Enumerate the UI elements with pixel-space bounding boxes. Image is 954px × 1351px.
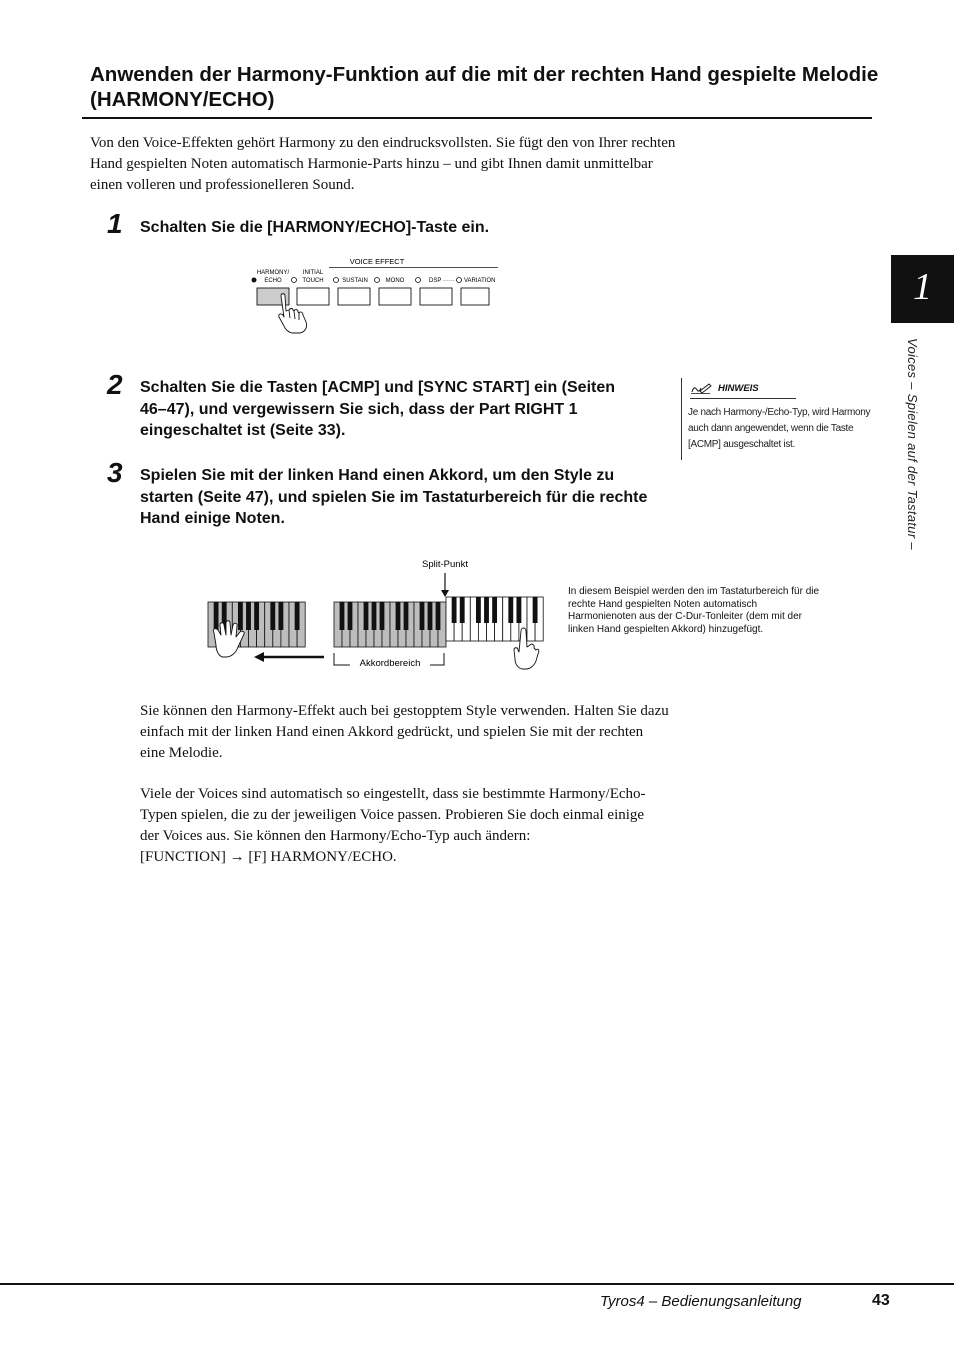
keyboard-split-diagram — [200, 555, 550, 673]
black-key — [214, 602, 219, 630]
function-path: [FUNCTION] → [F] HARMONY/ECHO. — [140, 849, 397, 865]
variation-button[interactable] — [461, 288, 489, 305]
black-key — [428, 602, 433, 630]
black-key — [295, 602, 300, 630]
black-key — [492, 597, 497, 623]
step-3-text: Spielen Sie mit der linken Hand einen Akkord, um den Style zu starten (Seite 47), und spielen Sie im Tastaturbereich für die rechte Hand einige Noten. — [140, 467, 648, 527]
black-key — [404, 602, 409, 630]
black-key — [452, 597, 457, 623]
footer-rule — [0, 1283, 954, 1285]
dsp-led — [416, 278, 421, 283]
black-key — [396, 602, 401, 630]
mono-led — [375, 278, 380, 283]
black-key — [476, 597, 481, 623]
harmony-echo-label-1: HARMONY/ — [256, 270, 290, 276]
mono-button[interactable] — [379, 288, 411, 305]
black-key — [270, 602, 275, 630]
note-text: Je nach Harmony-/Echo-Typ, wird Harmony auch dann angewendet, wenn die Taste [ACMP] ausgeschaltet ist. — [688, 407, 871, 450]
keyboard-right-section — [446, 597, 543, 641]
title-rule — [82, 117, 872, 119]
paragraph-voice-presets-text: Viele der Voices sind automatisch so eingestellt, dass sie bestimmte Harmony/Echo-Typen spielen, die zu der jeweiligen Voice passen. Probieren Sie doch einmal einige der Voices aus. Sie können den Harmony/Echo-Typ auch ändern: — [140, 786, 646, 844]
sustain-label: SUSTAIN — [342, 278, 368, 284]
black-key — [460, 597, 465, 623]
black-key — [246, 602, 251, 630]
black-key — [380, 602, 385, 630]
step-2-text: Schalten Sie die Tasten [ACMP] und [SYNC START] ein (Seiten 46–47), und vergewissern Sie sich, dass der Part RIGHT 1 eingeschaltet ist (Seite 33). — [140, 379, 616, 439]
initial-touch-button[interactable] — [297, 288, 329, 305]
black-key — [364, 602, 369, 630]
black-key — [278, 602, 283, 630]
split-point-label: Split-Punkt — [422, 559, 468, 570]
chapter-tab — [891, 255, 954, 323]
footer-manual-title: Tyros4 – Bedienungsanleitung — [600, 1293, 802, 1310]
paragraph-stopped-style: Sie können den Harmony-Effekt auch bei gestopptem Style verwenden. Halten Sie dazu einfach mit der linken Hand einen Akkord gedrückt, und spielen Sie mit der rechten eine Melodie. — [140, 703, 669, 761]
section-title: Anwenden der Harmony-Funktion auf die mit der rechten Hand gespielte Melodie (HARMONY/ECHO) — [90, 63, 879, 111]
dsp-button[interactable] — [420, 288, 452, 305]
black-key — [372, 602, 377, 630]
intro-paragraph: Von den Voice-Effekten gehört Harmony zu den eindrucksvollsten. Sie fügt den von Ihrer rechten Hand gespielten Noten automatisch Harmonie-Parts hinzu – und gibt Ihnen damit unmittelbar einen volleren und professionelleren Sound. — [90, 135, 676, 193]
initial-touch-label-1: INITIAL — [302, 270, 324, 276]
black-key — [420, 602, 425, 630]
step-2-number: 2 — [107, 369, 123, 400]
sustain-led — [334, 278, 339, 283]
initial-touch-label-2: TOUCH — [302, 278, 324, 284]
pencil-note-icon — [690, 382, 712, 394]
black-key — [238, 602, 243, 630]
chapter-side-label: Voices – Spielen auf der Tastatur – — [905, 338, 920, 550]
harmony-echo-led — [252, 278, 257, 283]
keyboard-caption: In diesem Beispiel werden den im Tastaturbereich für die rechte Hand gespielten Noten automatisch Harmonienoten aus der C-Dur-Tonleiter (dem mit der linken Hand gespielten Akkord) hinzugefügt. — [568, 586, 820, 635]
variation-led — [457, 278, 462, 283]
variation-label: VARIATION — [464, 278, 496, 284]
black-key — [254, 602, 259, 630]
note-label: HINWEIS — [718, 382, 759, 394]
voice-effect-label: VOICE EFFECT — [349, 257, 405, 266]
black-key — [340, 602, 345, 630]
mono-label: MONO — [385, 278, 405, 284]
black-key — [508, 597, 513, 623]
page-number: 43 — [872, 1292, 890, 1309]
step-1-text: Schalten Sie die [HARMONY/ECHO]-Taste ein. — [140, 219, 490, 236]
black-key — [348, 602, 353, 630]
black-key — [533, 597, 538, 623]
black-key — [516, 597, 521, 623]
dsp-label: DSP ······ — [429, 278, 455, 284]
keyboard-chord-section — [334, 602, 446, 647]
voice-effect-panel-diagram — [248, 255, 508, 337]
chord-range-label: Akkordbereich — [359, 658, 421, 669]
harmony-echo-label-2: ECHO — [264, 278, 282, 284]
chapter-number: 1 — [913, 266, 932, 308]
hinweis-note — [681, 378, 882, 460]
black-key — [436, 602, 441, 630]
sustain-button[interactable] — [338, 288, 370, 305]
step-3-number: 3 — [107, 457, 123, 488]
black-key — [484, 597, 489, 623]
initial-touch-led — [292, 278, 297, 283]
step-1-number: 1 — [107, 208, 123, 239]
paragraph-voice-presets — [140, 784, 665, 868]
